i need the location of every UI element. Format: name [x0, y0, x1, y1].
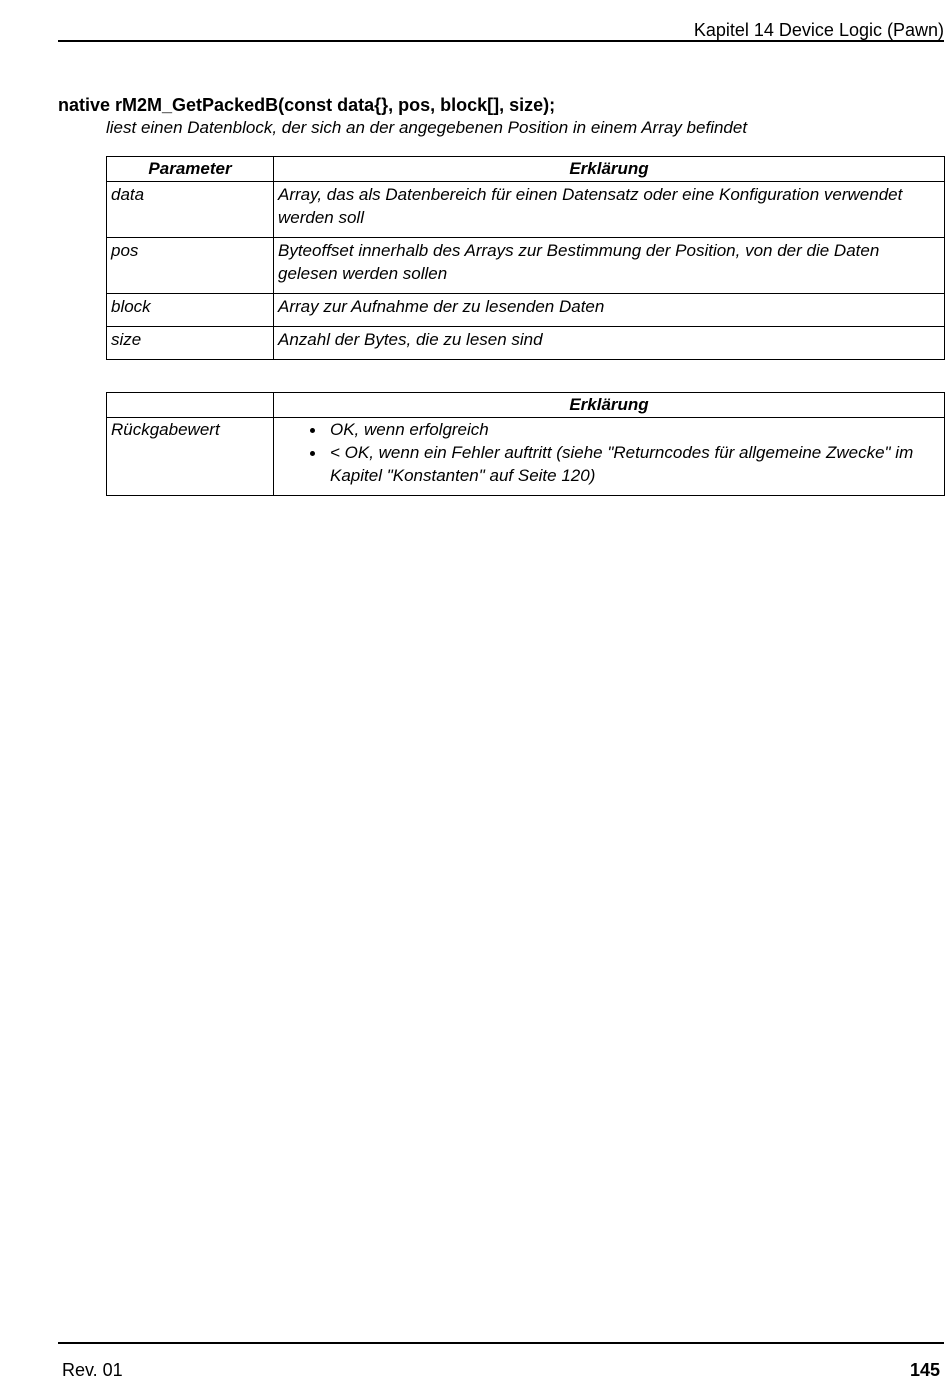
param-name: block — [107, 294, 274, 327]
list-item: OK, wenn erfolgreich — [330, 418, 940, 441]
function-signature: native rM2M_GetPackedB(const data{}, pos, block[], size); — [58, 95, 556, 115]
table-row — [107, 238, 945, 294]
parameter-table — [106, 156, 945, 360]
param-name: data — [107, 182, 274, 238]
header-explanation: Erklärung — [274, 157, 945, 182]
param-description: Anzahl der Bytes, die zu lesen sind — [274, 327, 945, 360]
function-description: liest einen Datenblock, der sich an der angegebenen Position in einem Array befindet — [106, 118, 748, 137]
table-row — [107, 182, 945, 238]
return-value-table — [106, 392, 945, 496]
revision-label: Rev. 01 — [62, 1360, 123, 1380]
parameter-table-header — [107, 157, 945, 182]
param-description: Byteoffset innerhalb des Arrays zur Bestimmung der Position, von der die Daten gelesen werden sollen — [274, 238, 945, 294]
return-description — [274, 418, 945, 496]
param-description: Array, das als Datenbereich für einen Datensatz oder eine Konfiguration verwendet werden soll — [274, 182, 945, 238]
header-empty — [107, 393, 274, 418]
param-description: Array zur Aufnahme der zu lesenden Daten — [274, 294, 945, 327]
list-item: < OK, wenn ein Fehler auftritt (siehe "Returncodes für allgemeine Zwecke" im Kapitel "Konstanten" auf Seite 120) — [330, 441, 940, 487]
footer-divider — [58, 1342, 944, 1344]
param-name: pos — [107, 238, 274, 294]
return-label: Rückgabewert — [107, 418, 274, 496]
table-row — [107, 418, 945, 496]
page-header — [58, 0, 944, 42]
table-row — [107, 327, 945, 360]
chapter-title: Kapitel 14 Device Logic (Pawn) — [693, 20, 944, 40]
param-name: size — [107, 327, 274, 360]
header-parameter: Parameter — [107, 157, 274, 182]
header-explanation: Erklärung — [274, 393, 945, 418]
page-number: 145 — [909, 1360, 940, 1380]
table-row — [107, 294, 945, 327]
return-table-header — [107, 393, 945, 418]
return-value-list — [278, 418, 940, 487]
